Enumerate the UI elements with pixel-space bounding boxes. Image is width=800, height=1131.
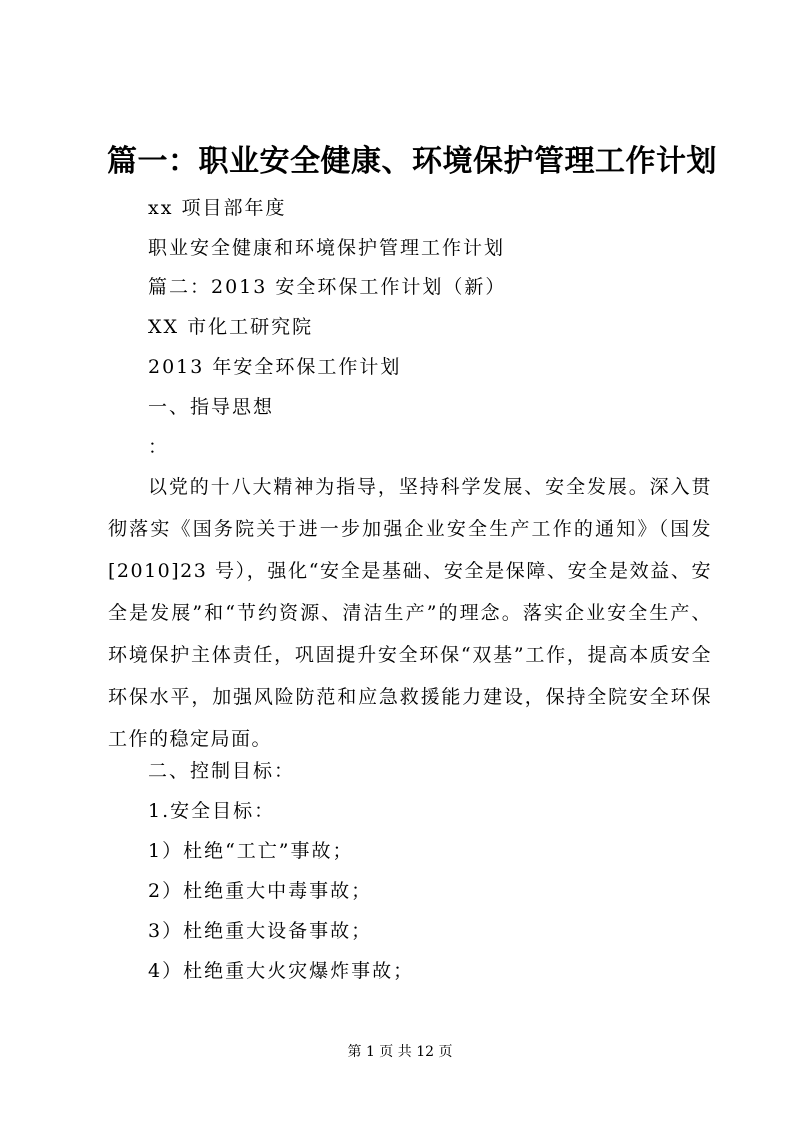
list-heading-safety-targets: 1.安全目标：: [148, 800, 276, 822]
text-line-project-year: xx 项目部年度: [148, 197, 287, 219]
text-line-plan-year: 2013 年安全环保工作计划: [148, 356, 402, 378]
list-item: 2）杜绝重大中毒事故；: [148, 880, 373, 902]
body-paragraph: 以党的十八大精神为指导，坚持科学发展、安全发展。深入贯彻落实《国务院关于进一步加强企业安全生产工作的通知》（国发[2010]23 号），强化“安全是基础、安全是保障、安全是效益、安全是发展”和“节约资源、清洁生产”的理念。落实企业安全生产、环境保护主体责任，巩固提升安全环保“双基”工作，提高本质安全环保水平，加强风险防范和应急救援能力建设，保持全院安全环保工作的稳定局面。: [108, 476, 712, 750]
text-line-colon: ：: [148, 436, 170, 458]
list-item: 1）杜绝“工亡”事故；: [148, 840, 354, 862]
text-line-institute: XX 市化工研究院: [148, 316, 314, 338]
document-title: 篇一：职业安全健康、环境保护管理工作计划: [107, 144, 717, 179]
section-heading-guiding-ideology: 一、指导思想: [148, 396, 275, 418]
section-heading-control-targets: 二、控制目标：: [148, 760, 296, 782]
list-item: 4）杜绝重大火灾爆炸事故；: [148, 960, 415, 982]
page-number: 第 1 页 共 12 页: [347, 1044, 453, 1060]
text-line-plan-title: 职业安全健康和环境保护管理工作计划: [148, 237, 506, 259]
list-item: 3）杜绝重大设备事故；: [148, 920, 373, 942]
text-line-part-two-heading: 篇二：2013 安全环保工作计划（新）: [148, 276, 507, 298]
